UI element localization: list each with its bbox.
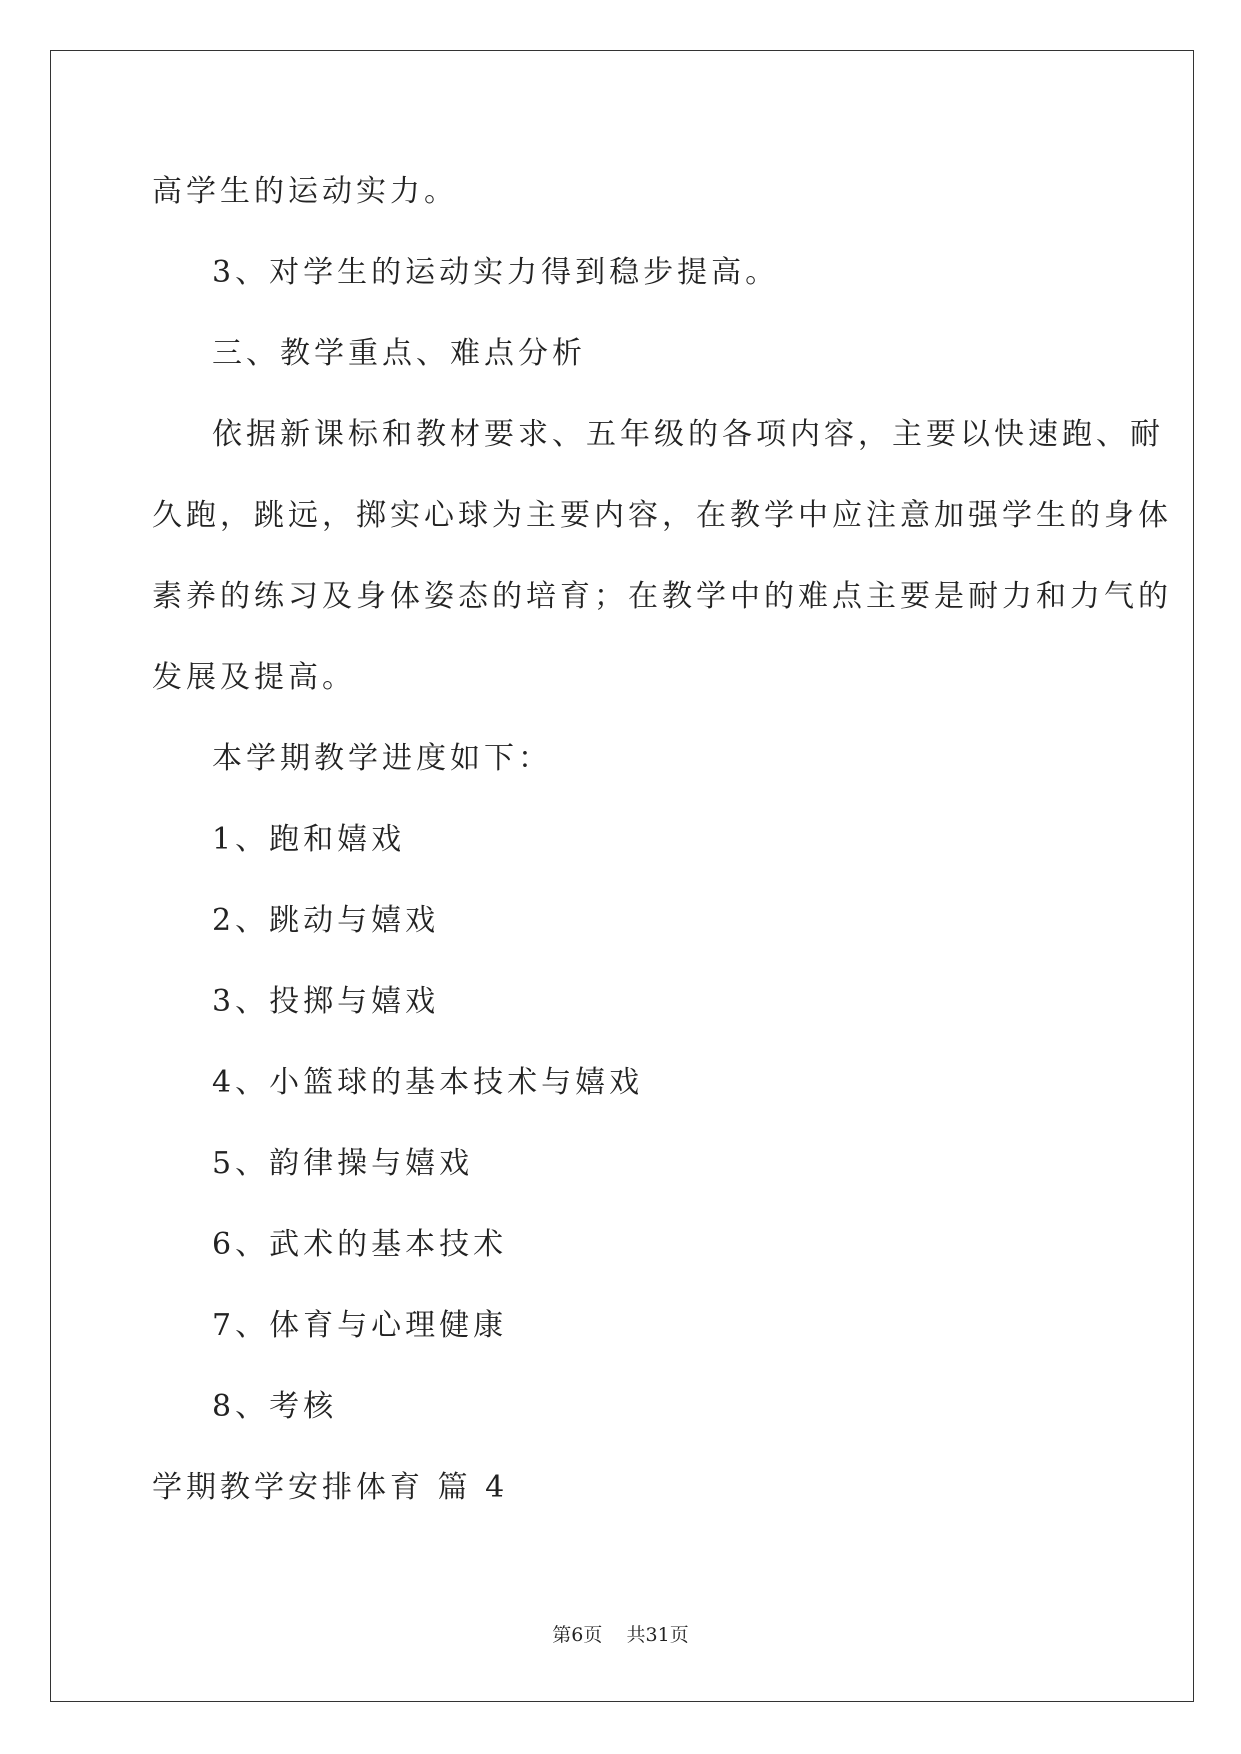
list-item: 1、跑和嬉戏 — [212, 822, 406, 857]
body-text-line: 本学期教学进度如下： — [212, 741, 552, 776]
page-border — [50, 50, 1194, 1702]
body-text-line: 3、对学生的运动实力得到稳步提高。 — [212, 255, 780, 290]
list-item: 6、武术的基本技术 — [212, 1227, 508, 1262]
footer-suffix: 页 — [669, 1624, 689, 1646]
page-number-footer — [0, 1623, 1241, 1647]
total-page-number: 31 — [645, 1624, 670, 1646]
body-text-line: 发展及提高。 — [152, 660, 356, 695]
body-text-line: 素养的练习及身体姿态的培育；在教学中的难点主要是耐力和力气的 — [152, 579, 1172, 614]
list-item: 8、考核 — [212, 1389, 338, 1424]
body-text-line: 依据新课标和教材要求、五年级的各项内容，主要以快速跑、耐 — [212, 417, 1164, 452]
list-item: 4、小篮球的基本技术与嬉戏 — [212, 1065, 644, 1100]
footer-mid: 页 共 — [583, 1624, 646, 1646]
section-heading: 三、教学重点、难点分析 — [212, 336, 586, 371]
footer-prefix: 第 — [552, 1624, 572, 1646]
list-item: 5、韵律操与嬉戏 — [212, 1146, 474, 1181]
body-text-line: 高学生的运动实力。 — [152, 174, 458, 209]
article-heading: 学期教学安排体育 篇 4 — [152, 1470, 509, 1505]
list-item: 2、跳动与嬉戏 — [212, 903, 440, 938]
list-item: 7、体育与心理健康 — [212, 1308, 508, 1343]
body-text-line: 久跑，跳远，掷实心球为主要内容，在教学中应注意加强学生的身体 — [152, 498, 1172, 533]
list-item: 3、投掷与嬉戏 — [212, 984, 440, 1019]
current-page-number: 6 — [571, 1624, 584, 1646]
